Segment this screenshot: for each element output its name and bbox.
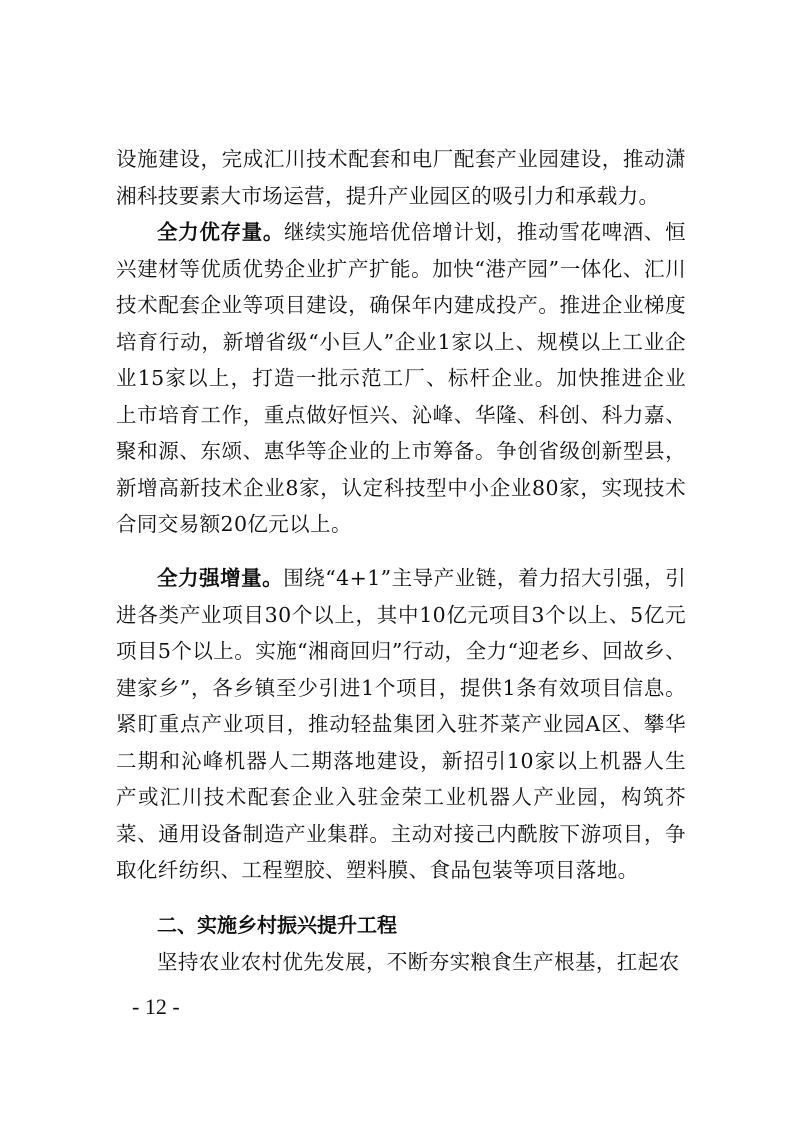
paragraph-closing [116,944,686,981]
paragraph-text: 围绕“4+1”主导产业链，着力招大引强，引进各类产业项目30个以上，其中10亿元项目3个以上、5亿元项目5个以上。实施“湘商回归”行动，全力“迎老乡、回故乡、建家乡”，各乡镇至少引进1个项目，提供1条有效项目信息。紧盯重点产业项目，推动轻盐集团入驻芥菜产业园A区、攀华二期和沁峰机器人二期落地建设，新招引10家以上机器人生产或汇川技术配套企业入驻金荣工业机器人产业园，构筑芥菜、通用设备制造产业集群。主动对接己内酰胺下游项目，争取化纤纺织、工程塑胶、塑料膜、食品包装等项目落地。 [116,566,686,882]
paragraph-continuation [116,141,686,214]
paragraph-text: 坚持农业农村优先发展，不断夯实粮食生产根基，扛起农 [157,950,680,974]
paragraph-text: 设施建设，完成汇川技术配套和电厂配套产业园建设，推动潇湘科技要素大市场运营，提升产业园区的吸引力和承载力。 [116,147,686,208]
paragraph-strengthen-increment [116,560,686,889]
page-number: - 12 - [132,994,180,1019]
section-heading: 二、实施乡村振兴提升工程 [157,913,397,937]
paragraph-optimize-stock [116,214,686,543]
paragraph-lead: 全力强增量。 [157,566,284,590]
paragraph-text: 继续实施培优倍增计划，推动雪花啤酒、恒兴建材等优质优势企业扩产扩能。加快“港产园”一体化、汇川技术配套企业等项目建设，确保年内建成投产。推进企业梯度培育行动，新增省级“小巨人”企业1家以上、规模以上工业企业15家以上，打造一批示范工厂、标杆企业。加快推进企业上市培育工作，重点做好恒兴、沁峰、华隆、科创、科力嘉、聚和源、东颂、惠华等企业的上市筹备。争创省级创新型县，新增高新技术企业8家，认定科技型中小企业80家，实现技术合同交易额20亿元以上。 [116,220,686,536]
paragraph-lead: 全力优存量。 [157,220,285,244]
document-page [116,0,686,1122]
